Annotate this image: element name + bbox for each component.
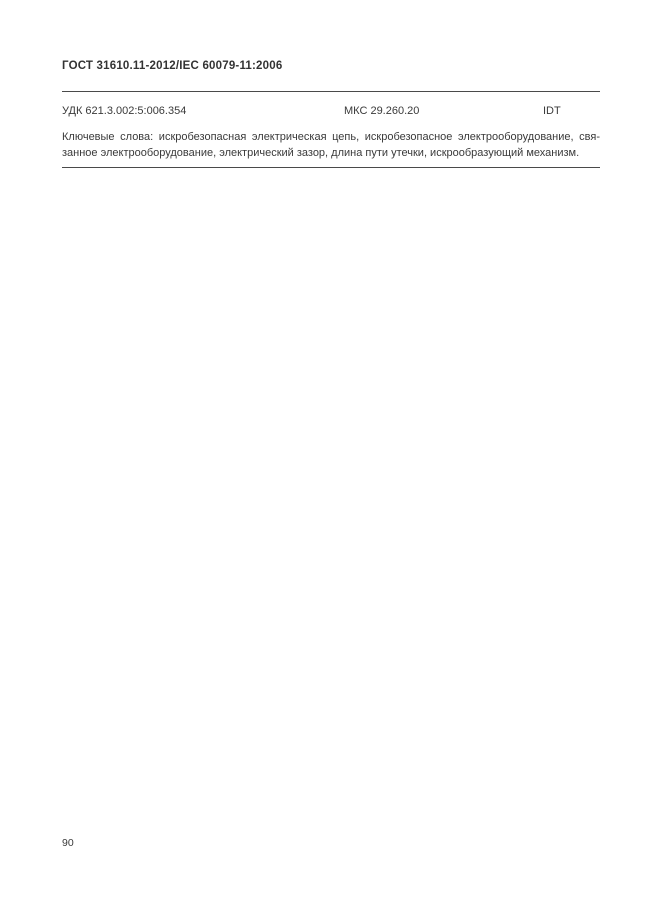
keywords-paragraph <box>62 129 600 161</box>
keywords-divider <box>62 167 600 168</box>
mks-code: МКС 29.260.20 <box>344 105 420 117</box>
running-header: ГОСТ 31610.11-2012/IEC 60079-11:2006 <box>62 60 283 72</box>
header-divider <box>62 91 600 92</box>
classification-row <box>62 105 600 119</box>
keywords-line-2: занное электрооборудование, электрический зазор, длина пути утечки, искрообразующий механизм. <box>62 147 580 159</box>
idt-label: IDT <box>543 105 561 117</box>
keywords-line-1: Ключевые слова: искробезопасная электрическая цепь, искробезопасное электрооборудование, свя- <box>62 131 600 143</box>
page-number: 90 <box>62 837 74 849</box>
udk-code: УДК 621.3.002:5:006.354 <box>62 105 187 117</box>
